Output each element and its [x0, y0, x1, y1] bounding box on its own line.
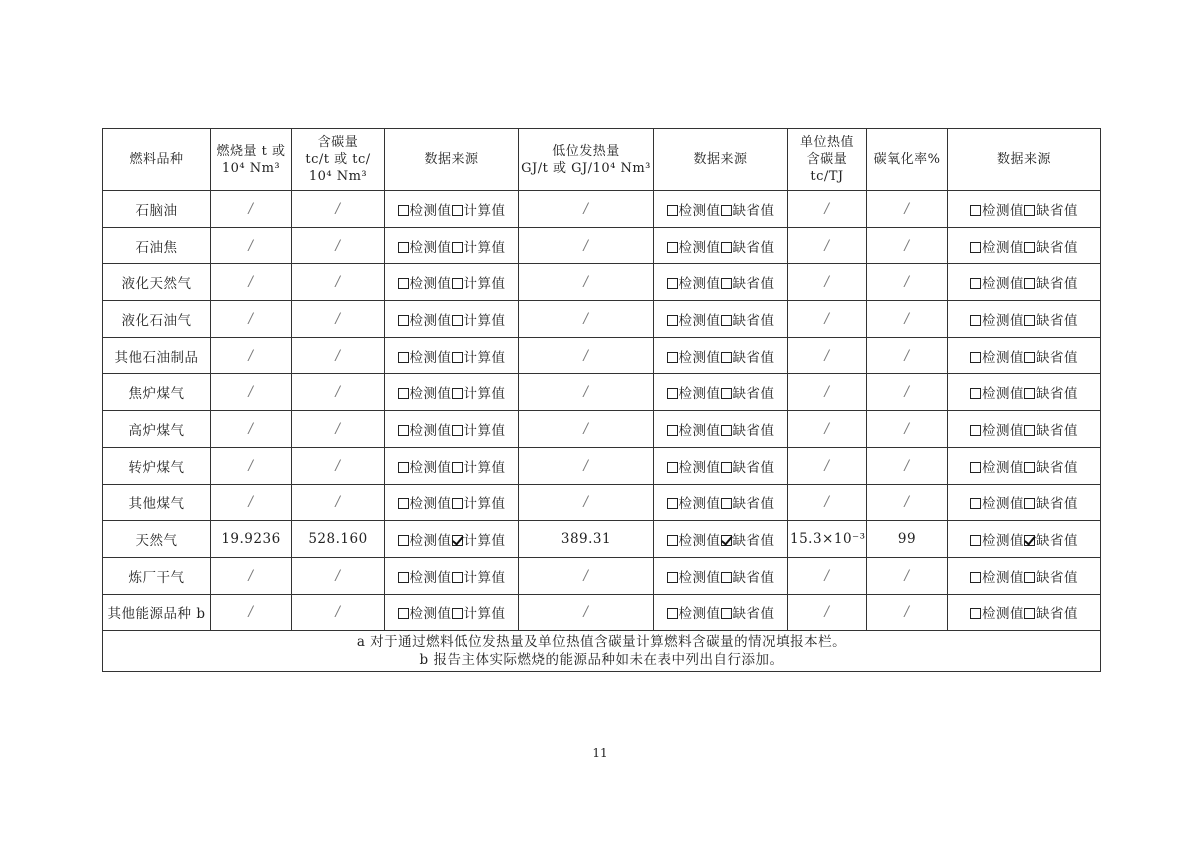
data-source-3-cell: 检测值 缺省值	[948, 557, 1101, 594]
table-row	[103, 227, 1101, 264]
table-row	[103, 337, 1101, 374]
data-source-3-cell: 检测值 缺省值	[948, 484, 1101, 521]
checkbox-default[interactable]	[721, 352, 732, 363]
header-data-source-1: 数据来源	[385, 129, 519, 191]
checkbox-measured[interactable]	[970, 278, 981, 289]
checkbox-default[interactable]	[1024, 242, 1035, 253]
table-row	[103, 484, 1101, 521]
consumption-cell: /	[211, 411, 292, 448]
data-source-1-cell: 检测值 计算值	[385, 301, 519, 338]
checkbox-default[interactable]	[721, 572, 732, 583]
checkbox-measured[interactable]	[667, 608, 678, 619]
fuel-name-cell: 液化石油气	[103, 301, 211, 338]
checkbox-default[interactable]	[1024, 388, 1035, 399]
data-source-2-cell: 检测值 缺省值	[654, 374, 788, 411]
data-source-2-cell: 检测值 缺省值	[654, 227, 788, 264]
data-source-2-cell: 检测值 缺省值	[654, 557, 788, 594]
consumption-cell: /	[211, 227, 292, 264]
checkbox-measured[interactable]	[398, 242, 409, 253]
data-source-1-cell: 检测值 计算值	[385, 337, 519, 374]
data-source-1-cell: 检测值 计算值	[385, 557, 519, 594]
checkbox-default[interactable]	[721, 462, 732, 473]
checkbox-measured[interactable]	[970, 425, 981, 436]
carbon-content-cell: /	[292, 557, 385, 594]
checkbox-measured[interactable]	[667, 388, 678, 399]
checkbox-measured[interactable]	[667, 242, 678, 253]
data-source-1-cell: 检测值 计算值	[385, 191, 519, 228]
oxidation-rate-cell: /	[867, 374, 948, 411]
consumption-cell: /	[211, 301, 292, 338]
consumption-cell: /	[211, 337, 292, 374]
oxidation-rate-cell: /	[867, 301, 948, 338]
page-number: 11	[592, 746, 608, 760]
unit-carbon-cell: /	[788, 374, 867, 411]
carbon-content-cell: /	[292, 227, 385, 264]
checkbox-calculated[interactable]	[452, 352, 463, 363]
data-source-3-cell: 检测值 缺省值	[948, 447, 1101, 484]
carbon-content-cell: /	[292, 337, 385, 374]
oxidation-rate-cell: /	[867, 191, 948, 228]
oxidation-rate-cell: /	[867, 337, 948, 374]
checkbox-measured[interactable]	[970, 205, 981, 216]
note-a: a 对于通过燃料低位发热量及单位热值含碳量计算燃料含碳量的情况填报本栏。	[356, 634, 847, 651]
checkbox-default[interactable]	[721, 315, 732, 326]
consumption-cell: /	[211, 484, 292, 521]
checkbox-calculated[interactable]	[452, 608, 463, 619]
checkbox-default[interactable]	[721, 425, 732, 436]
data-source-3-cell: 检测值 缺省值	[948, 411, 1101, 448]
checkbox-measured[interactable]	[970, 388, 981, 399]
ncv-cell: /	[519, 411, 654, 448]
ncv-cell: /	[519, 191, 654, 228]
checkbox-default[interactable]	[1024, 608, 1035, 619]
checkbox-default[interactable]	[721, 388, 732, 399]
checkbox-measured[interactable]	[398, 425, 409, 436]
checkbox-measured[interactable]	[667, 278, 678, 289]
checkbox-default[interactable]	[1024, 425, 1035, 436]
unit-carbon-cell: /	[788, 594, 867, 631]
consumption-cell: 19.9236	[211, 521, 292, 558]
data-source-2-cell: 检测值 缺省值	[654, 447, 788, 484]
fuel-name-cell: 焦炉煤气	[103, 374, 211, 411]
ncv-cell: /	[519, 337, 654, 374]
checkbox-measured[interactable]	[398, 205, 409, 216]
data-source-2-cell: 检测值 缺省值	[654, 264, 788, 301]
checkbox-measured[interactable]	[667, 315, 678, 326]
ncv-cell: /	[519, 301, 654, 338]
oxidation-rate-cell: /	[867, 557, 948, 594]
table-row	[103, 411, 1101, 448]
carbon-content-cell: /	[292, 264, 385, 301]
checkbox-measured[interactable]	[667, 352, 678, 363]
checkbox-measured[interactable]	[667, 205, 678, 216]
data-source-1-cell: 检测值 计算值	[385, 227, 519, 264]
checkbox-calculated[interactable]	[452, 205, 463, 216]
checkbox-default[interactable]	[1024, 498, 1035, 509]
notes-row	[103, 631, 1101, 672]
ncv-cell: 389.31	[519, 521, 654, 558]
header-row	[103, 129, 1101, 191]
checkbox-measured[interactable]	[398, 352, 409, 363]
checkbox-calculated[interactable]	[452, 278, 463, 289]
consumption-cell: /	[211, 557, 292, 594]
checkbox-calculated[interactable]	[452, 242, 463, 253]
carbon-content-cell: /	[292, 411, 385, 448]
oxidation-rate-cell: /	[867, 264, 948, 301]
consumption-cell: /	[211, 447, 292, 484]
table-row	[103, 521, 1101, 558]
data-source-3-cell: 检测值 缺省值	[948, 301, 1101, 338]
checkbox-measured[interactable]	[398, 608, 409, 619]
checkbox-default[interactable]	[721, 498, 732, 509]
unit-carbon-cell: /	[788, 337, 867, 374]
header-fuel-type: 燃料品种	[103, 129, 211, 191]
data-source-1-cell: 检测值 计算值	[385, 447, 519, 484]
header-data-source-3: 数据来源	[948, 129, 1101, 191]
checkbox-measured[interactable]	[970, 498, 981, 509]
fuel-name-cell: 其他煤气	[103, 484, 211, 521]
consumption-cell: /	[211, 594, 292, 631]
checkbox-calculated[interactable]	[452, 498, 463, 509]
checkbox-calculated[interactable]	[452, 315, 463, 326]
oxidation-rate-cell: /	[867, 447, 948, 484]
checkbox-measured[interactable]	[667, 462, 678, 473]
carbon-content-cell: /	[292, 374, 385, 411]
data-source-3-cell: 检测值 缺省值	[948, 264, 1101, 301]
unit-carbon-cell: /	[788, 447, 867, 484]
checkbox-measured[interactable]	[970, 535, 981, 546]
unit-carbon-cell: /	[788, 557, 867, 594]
data-source-2-cell: 检测值 缺省值	[654, 301, 788, 338]
header-oxidation-rate: 碳氧化率%	[867, 129, 948, 191]
header-net-calorific-value: 低位发热量 GJ/t 或 GJ/10⁴ Nm³	[519, 129, 654, 191]
data-source-2-cell: 检测值 缺省值	[654, 337, 788, 374]
carbon-content-cell: 528.160	[292, 521, 385, 558]
checkbox-measured[interactable]	[970, 462, 981, 473]
data-source-2-cell: 检测值 缺省值	[654, 521, 788, 558]
ncv-cell: /	[519, 594, 654, 631]
checkbox-measured[interactable]	[970, 242, 981, 253]
data-source-1-cell: 检测值 计算值	[385, 521, 519, 558]
checkbox-calculated[interactable]	[452, 535, 463, 546]
checkbox-default[interactable]	[1024, 278, 1035, 289]
carbon-content-cell: /	[292, 447, 385, 484]
consumption-cell: /	[211, 374, 292, 411]
table-row	[103, 264, 1101, 301]
data-source-1-cell: 检测值 计算值	[385, 374, 519, 411]
table-row	[103, 447, 1101, 484]
fuel-name-cell: 其他石油制品	[103, 337, 211, 374]
header-carbon-content: 含碳量 tc/t 或 tc/ 10⁴ Nm³	[292, 129, 385, 191]
ncv-cell: /	[519, 374, 654, 411]
carbon-content-cell: /	[292, 301, 385, 338]
fuel-name-cell: 转炉煤气	[103, 447, 211, 484]
checkbox-default[interactable]	[721, 205, 732, 216]
ncv-cell: /	[519, 227, 654, 264]
data-source-1-cell: 检测值 计算值	[385, 594, 519, 631]
checkbox-default[interactable]	[1024, 315, 1035, 326]
data-source-2-cell: 检测值 缺省值	[654, 484, 788, 521]
checkbox-measured[interactable]	[970, 315, 981, 326]
unit-carbon-cell: 15.3×10⁻³	[788, 521, 867, 558]
header-data-source-2: 数据来源	[654, 129, 788, 191]
checkbox-default[interactable]	[1024, 462, 1035, 473]
unit-carbon-cell: /	[788, 191, 867, 228]
fuel-name-cell: 高炉煤气	[103, 411, 211, 448]
checkbox-calculated[interactable]	[452, 462, 463, 473]
checkbox-measured[interactable]	[667, 498, 678, 509]
unit-carbon-cell: /	[788, 227, 867, 264]
data-source-3-cell: 检测值 缺省值	[948, 374, 1101, 411]
data-source-1-cell: 检测值 计算值	[385, 411, 519, 448]
consumption-cell: /	[211, 191, 292, 228]
checkbox-default[interactable]	[1024, 205, 1035, 216]
checkbox-measured[interactable]	[398, 315, 409, 326]
oxidation-rate-cell: /	[867, 484, 948, 521]
oxidation-rate-cell: 99	[867, 521, 948, 558]
checkbox-measured[interactable]	[398, 498, 409, 509]
checkbox-measured[interactable]	[398, 572, 409, 583]
checkbox-measured[interactable]	[398, 535, 409, 546]
fuel-name-cell: 石脑油	[103, 191, 211, 228]
checkbox-measured[interactable]	[970, 608, 981, 619]
checkbox-measured[interactable]	[667, 572, 678, 583]
unit-carbon-cell: /	[788, 301, 867, 338]
data-source-1-cell: 检测值 计算值	[385, 484, 519, 521]
oxidation-rate-cell: /	[867, 594, 948, 631]
header-unit-carbon: 单位热值 含碳量 tc/TJ	[788, 129, 867, 191]
checkbox-default[interactable]	[721, 608, 732, 619]
data-source-3-cell: 检测值 缺省值	[948, 337, 1101, 374]
note-b: b 报告主体实际燃烧的能源品种如未在表中列出自行添加。	[419, 652, 784, 669]
fuel-emissions-table	[102, 128, 1101, 672]
ncv-cell: /	[519, 447, 654, 484]
table-row	[103, 301, 1101, 338]
ncv-cell: /	[519, 264, 654, 301]
data-source-2-cell: 检测值 缺省值	[654, 191, 788, 228]
fuel-name-cell: 炼厂干气	[103, 557, 211, 594]
data-source-2-cell: 检测值 缺省值	[654, 594, 788, 631]
data-source-2-cell: 检测值 缺省值	[654, 411, 788, 448]
data-source-3-cell: 检测值 缺省值	[948, 594, 1101, 631]
table-row	[103, 557, 1101, 594]
checkbox-measured[interactable]	[398, 462, 409, 473]
checkbox-measured[interactable]	[398, 388, 409, 399]
header-consumption: 燃烧量 t 或 10⁴ Nm³	[211, 129, 292, 191]
checkbox-default[interactable]	[721, 535, 732, 546]
checkbox-measured[interactable]	[970, 352, 981, 363]
fuel-name-cell: 石油焦	[103, 227, 211, 264]
checkbox-measured[interactable]	[398, 278, 409, 289]
table-row	[103, 374, 1101, 411]
checkbox-default[interactable]	[721, 242, 732, 253]
table-row	[103, 594, 1101, 631]
ncv-cell: /	[519, 557, 654, 594]
checkbox-measured[interactable]	[970, 572, 981, 583]
oxidation-rate-cell: /	[867, 227, 948, 264]
data-source-3-cell: 检测值 缺省值	[948, 227, 1101, 264]
ncv-cell: /	[519, 484, 654, 521]
carbon-content-cell: /	[292, 594, 385, 631]
checkbox-calculated[interactable]	[452, 388, 463, 399]
carbon-content-cell: /	[292, 191, 385, 228]
data-source-1-cell: 检测值 计算值	[385, 264, 519, 301]
fuel-name-cell: 天然气	[103, 521, 211, 558]
unit-carbon-cell: /	[788, 264, 867, 301]
checkbox-default[interactable]	[1024, 352, 1035, 363]
table-row	[103, 191, 1101, 228]
checkbox-calculated[interactable]	[452, 425, 463, 436]
oxidation-rate-cell: /	[867, 411, 948, 448]
carbon-content-cell: /	[292, 484, 385, 521]
table-body	[103, 191, 1101, 631]
consumption-cell: /	[211, 264, 292, 301]
table-notes	[103, 631, 1101, 672]
checkbox-default[interactable]	[1024, 535, 1035, 546]
checkbox-measured[interactable]	[667, 425, 678, 436]
data-source-3-cell: 检测值 缺省值	[948, 191, 1101, 228]
fuel-name-cell: 其他能源品种 b	[103, 594, 211, 631]
unit-carbon-cell: /	[788, 484, 867, 521]
data-source-3-cell: 检测值 缺省值	[948, 521, 1101, 558]
checkbox-default[interactable]	[1024, 572, 1035, 583]
unit-carbon-cell: /	[788, 411, 867, 448]
checkbox-default[interactable]	[721, 278, 732, 289]
checkbox-calculated[interactable]	[452, 572, 463, 583]
fuel-name-cell: 液化天然气	[103, 264, 211, 301]
checkbox-measured[interactable]	[667, 535, 678, 546]
